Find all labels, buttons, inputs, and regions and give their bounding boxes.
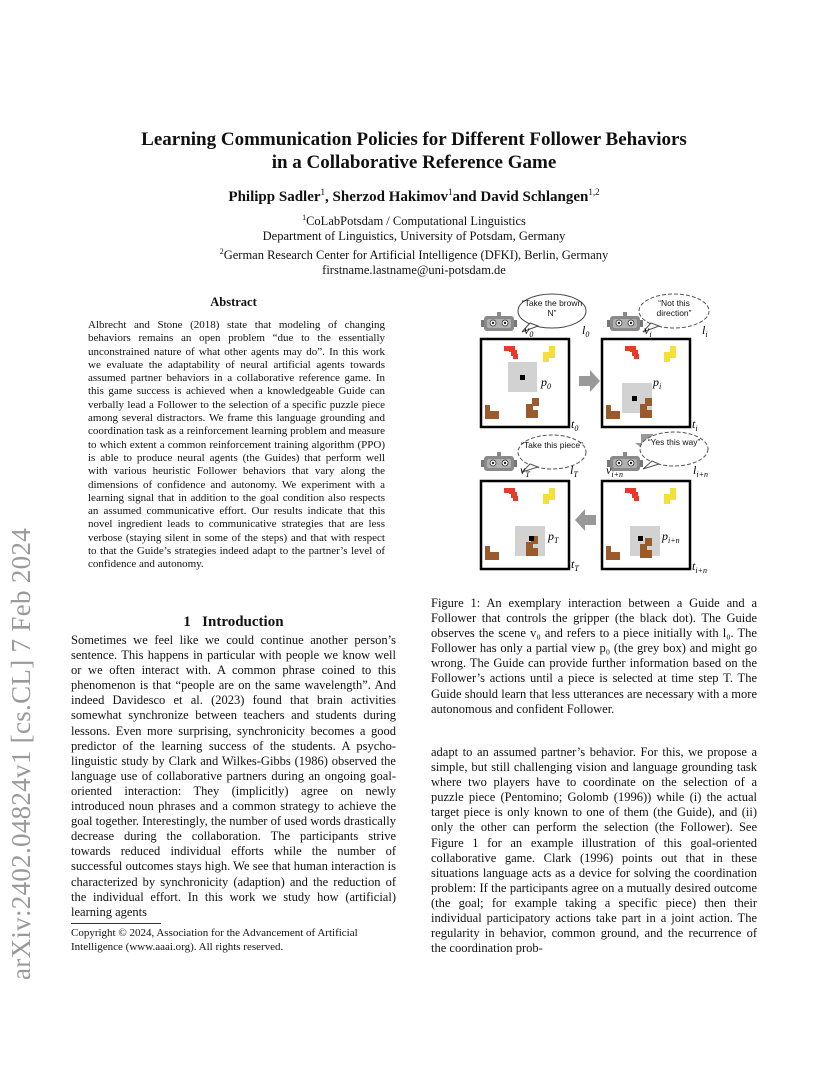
gripper [638, 536, 643, 541]
figure-1-illustration [430, 292, 758, 582]
author-name: Sherzod Hakimov [332, 189, 448, 205]
gripper [632, 396, 637, 401]
label-p0: $p_0$ [541, 375, 551, 391]
label-l0: $l_0$ [582, 323, 590, 339]
utterance-text: “Yes this way” [647, 437, 701, 447]
scene-vi [602, 339, 690, 427]
label-tT: $t_T$ [571, 557, 579, 573]
figure-1-caption: Figure 1: An exemplary interaction between a Guide and a Follower that controls the gripper (the black dot). The Guide observes the scene v₀ and refers to a piece initially with l₀. The Follower has only a partial view p₀ (the grey box) and might go wrong. The Guide can provide further information based on the Follower’s actions until a piece is selected at time step T. The Guide should learn that less utterances are necessary with a more autonomous and confident Follower. [431, 596, 757, 716]
label-vi: $v_i$ [644, 323, 652, 339]
footnote-divider [71, 923, 161, 924]
contact-email: firstname.lastname@uni-potsdam.de [322, 263, 506, 278]
label-li: $l_i$ [702, 323, 708, 339]
abstract-heading: Abstract [210, 295, 257, 309]
utterance-text: “Take the brown N” [521, 298, 583, 318]
introduction-text: Sometimes we feel like we could continue another person’s sentence. This happens in particular with people we know well or we often interact with. A common phrase coined to this phenomenon is that “people are on the same wavelength”. And indeed Davidesco et al. (2023) found that brain activities somewhat synchronize between teachers and students during lessons. Even more surprising, synchronicity becomes a good predictor of the learning success of the students. A psycho-linguistic study by Clark and Wilkes-Gibbs (1986) observed the language use of collaborative partners during an ongoing goal-oriented interaction: They (implicitly) agree on newly introduced noun phrases and a common strategy to achieve the goal together. Interestingly, the number of used words drastically decrease during the collaboration. The participants strive towards reduced individual efforts while the number of successful outcomes stays high. We see that human interaction is characterized by synchronicity (adaption) and the reduction of the individual effort. In this work we study how (artificial) learning agents [71, 633, 396, 919]
abstract-text: Albrecht and Stone (2018) state that modeling of changing behaviors remains an open problem “due to the essentially unconstrained nature of what other agents may do”. In this work we evaluate the adaptability of neural artificial agents towards assumed partner behaviors in a collaborative reference game. In this game success is achieved when a knowledgeable Guide can verbally lead a Follower to the selection of a specific puzzle piece among several distractors. We frame this language grounding and coordination task as a reinforcement learning problem and measure to which extent a common reinforcement training algorithm (PPO) is able to produce neural agents (the Guides) that perform well with various heuristic Follower behaviors that vary along the dimensions of confidence and autonomy. We experiment with a learning signal that in addition to the goal condition also respects an assumed communicative effort. Our results indicate that this novel ingredient leads to communicative strategies that are less verbose (staying silent in some of the steps) and that with respect to that the Guide’s strategies indeed adapt to the partner’s level of confidence and autonomy. [88, 319, 385, 571]
affiliation-line: $^2$German Research Center for Artificial Intelligence (DFKI), Berlin, Germany [219, 247, 609, 263]
section-number: 1 [183, 614, 191, 630]
scene-vT [481, 481, 569, 569]
paper-title [90, 128, 738, 174]
arxiv-identifier: arXiv:2402.04824v1 [cs.CL] 7 Feb 2024 [6, 527, 36, 980]
label-t0: $t_0$ [571, 417, 579, 433]
affiliation-line: Department of Linguistics, University of Potsdam, Germany [262, 229, 566, 244]
scene-vin [602, 481, 690, 569]
arrow-right-icon [579, 370, 600, 392]
gripper [529, 536, 534, 541]
label-pT: $p_T$ [548, 529, 559, 545]
robot-icon [481, 312, 517, 331]
label-pi: $p_i$ [653, 375, 662, 391]
label-tin: $t_{i+n}$ [692, 559, 707, 575]
section-title: Introduction [202, 614, 284, 630]
section-heading-introduction [71, 614, 396, 631]
copyright-footnote: Copyright © 2024, Association for the Advancement of Artificial Intelligence (www.aaai.org). All rights reserved. [71, 927, 358, 953]
figure-1 [430, 292, 758, 582]
arrow-left-icon [575, 509, 596, 531]
label-vin: $v_{i+n}$ [606, 463, 623, 479]
utterance-text: “Not this direction” [656, 298, 692, 318]
gripper [520, 375, 525, 380]
author-name: Philipp Sadler [228, 189, 321, 205]
body-text-right-column: adapt to an assumed partner’s behavior. For this, we propose a simple, but still challenging vision and language grounding task where two players have to coordinate on the selection of a puzzle piece (Pentomino; Golomb (1996)) while (i) the actual target piece is only known to one of them (the Guide), and (ii) only the other can perform the selection (the Follower). See Figure 1 for an example illustration of this goal-oriented collaborative game. Clark (1996) points out that in these situations language acts as a device for solving the coordination problem: If the participants agree on a mutually desired outcome (the goal; for example taking a specific piece) then their individual participatory actions take part in a joint action. The regularity in behavior, common ground, and the recurrence of the coordination prob- [431, 745, 757, 956]
title-line-1: Learning Communication Policies for Different Follower Behaviors [141, 129, 687, 150]
affiliations [90, 210, 738, 278]
author-affiliation-mark: 1,2 [588, 187, 600, 197]
author-name: David Schlangen [480, 189, 589, 205]
author-affiliation-mark: 1 [447, 187, 453, 197]
utterance-text: “Take this piece” [521, 440, 583, 450]
author-affiliation-mark: 1 [320, 187, 326, 197]
label-vT: $v_T$ [520, 463, 530, 479]
author-list: Philipp Sadler$^1$, Sherzod Hakimov$^1$and David Schlangen$^{1,2}$ [228, 187, 600, 205]
label-lin: $l_{i+n}$ [693, 463, 708, 479]
robot-icon [481, 452, 517, 471]
label-lT: $l_T$ [570, 463, 578, 479]
label-ti: $t_i$ [692, 417, 698, 433]
label-pin: $p_{i+n}$ [662, 529, 680, 545]
robot-icon [607, 452, 643, 471]
robot-icon [607, 312, 643, 331]
affiliation-line: $^1$CoLabPotsdam / Computational Linguistics [302, 213, 526, 229]
scene-v0 [481, 339, 569, 427]
label-v0: $v_0$ [524, 323, 534, 339]
title-line-2: in a Collaborative Reference Game [271, 152, 557, 173]
